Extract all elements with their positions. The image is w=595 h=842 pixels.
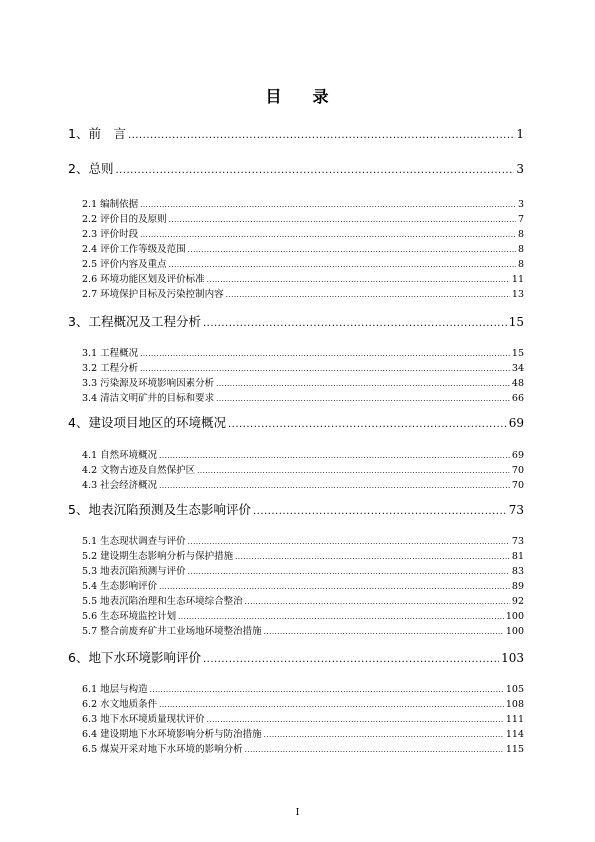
toc-entry-page: 105: [505, 684, 524, 695]
toc-leader-dots: [159, 452, 510, 460]
toc-entry-label: 4.2 文物古迹及自然保护区: [82, 465, 196, 476]
toc-entry-page: 66: [511, 393, 524, 404]
toc-section-entry[interactable]: [82, 477, 524, 491]
toc-leader-dots: [203, 654, 499, 665]
toc-section-entry[interactable]: [82, 271, 524, 285]
toc-entry-page: 48: [511, 378, 524, 389]
toc-section-entry[interactable]: [82, 345, 524, 359]
toc-leader-dots: [188, 538, 510, 546]
toc-leader-dots: [159, 701, 504, 709]
toc-entry-page: 103: [501, 651, 524, 665]
toc-leader-dots: [245, 746, 504, 754]
title-part-1: 目: [265, 87, 283, 106]
toc-entry-page: 73: [511, 536, 524, 547]
toc-leader-dots: [245, 598, 510, 606]
toc-section-entry[interactable]: [82, 726, 524, 740]
toc-entry-page: 81: [511, 551, 524, 562]
toc-entry-label: 2.1 编制依据: [82, 199, 139, 210]
toc-entry-label: 5.1 生态现状调查与评价: [82, 536, 186, 547]
toc-chapter-entry[interactable]: [68, 312, 524, 330]
toc-chapter-entry[interactable]: [68, 413, 524, 431]
toc-entry-page: 7: [517, 214, 524, 225]
toc-entry-label: 5.2 建设期生态影响分析与保护措施: [82, 551, 234, 562]
toc-entry-label: 2.7 环境保护目标及污染控制内容: [82, 289, 224, 300]
toc-entry-label: 5.3 地表沉陷预测与评价: [82, 566, 186, 577]
toc-leader-dots: [264, 628, 504, 636]
toc-leader-dots: [188, 246, 516, 254]
toc-entry-page: 8: [517, 259, 524, 270]
toc-entry-label: 2.3 评价时段: [82, 229, 139, 240]
toc-leader-dots: [226, 291, 510, 299]
toc-entry-page: 70: [511, 480, 524, 491]
toc-section-entry[interactable]: [82, 548, 524, 562]
toc-leader-dots: [140, 201, 516, 209]
toc-entry-page: 108: [505, 699, 524, 710]
toc-entry-page: 15: [508, 315, 524, 329]
toc-leader-dots: [128, 130, 514, 141]
toc-section-entry[interactable]: [82, 375, 524, 389]
toc-entry-page: 11: [511, 274, 524, 285]
toc-section-entry[interactable]: [82, 196, 524, 210]
toc-leader-dots: [235, 553, 510, 561]
toc-leader-dots: [140, 365, 510, 373]
toc-section-entry[interactable]: [82, 286, 524, 300]
toc-leader-dots: [178, 613, 504, 621]
toc-section-entry[interactable]: [82, 226, 524, 240]
toc-leader-dots: [140, 350, 510, 358]
toc-entry-label: 3.3 污染源及环境影响因素分析: [82, 378, 215, 389]
toc-section-entry[interactable]: [82, 696, 524, 710]
toc-entry-label: 6、地下水环境影响评价: [68, 650, 201, 665]
toc-entry-page: 69: [508, 416, 524, 430]
toc-section-entry[interactable]: [82, 533, 524, 547]
toc-section-entry[interactable]: [82, 593, 524, 607]
toc-leader-dots: [140, 231, 516, 239]
toc-section-entry[interactable]: [82, 608, 524, 622]
toc-entry-page: 3: [516, 162, 524, 176]
toc-leader-dots: [169, 261, 516, 269]
toc-entry-label: 3.4 清洁文明矿井的目标和要求: [82, 393, 215, 404]
toc-section-entry[interactable]: [82, 711, 524, 725]
toc-entry-label: 6.3 地下水环境质量现状评价: [82, 714, 205, 725]
toc-entry-page: 15: [511, 348, 524, 359]
toc-chapter-entry[interactable]: [68, 124, 524, 142]
toc-section-entry[interactable]: [82, 241, 524, 255]
toc-leader-dots: [150, 686, 504, 694]
toc-section-entry[interactable]: [82, 390, 524, 404]
toc-entry-label: 5.5 地表沉陷治理和生态环境综合整治: [82, 596, 243, 607]
toc-entry-label: 5、地表沉陷预测及生态影响评价: [68, 502, 251, 517]
toc-entry-label: 2、总则: [68, 161, 114, 176]
toc-leader-dots: [203, 318, 507, 329]
toc-leader-dots: [216, 395, 510, 403]
toc-entry-label: 2.6 环境功能区划及评价标准: [82, 274, 205, 285]
toc-section-entry[interactable]: [82, 211, 524, 225]
toc-entry-page: 8: [517, 229, 524, 240]
toc-entry-label: 5.6 生态环境监控计划: [82, 611, 177, 622]
toc-entry-label: 1、前 言: [68, 126, 126, 141]
toc-entry-label: 3、工程概况及工程分析: [68, 314, 201, 329]
toc-leader-dots: [197, 467, 510, 475]
toc-entry-label: 6.4 建设期地下水环境影响分析与防治措施: [82, 729, 262, 740]
title-part-2: 录: [312, 87, 330, 106]
toc-entry-page: 1: [516, 127, 524, 141]
toc-entry-page: 111: [505, 714, 524, 725]
toc-leader-dots: [228, 419, 507, 430]
toc-chapter-entry[interactable]: [68, 159, 524, 177]
toc-entry-page: 100: [505, 626, 524, 637]
toc-section-entry[interactable]: [82, 578, 524, 592]
toc-entry-page: 89: [511, 581, 524, 592]
toc-entry-label: 4.3 社会经济概况: [82, 480, 158, 491]
toc-leader-dots: [207, 716, 504, 724]
toc-entry-page: 114: [505, 729, 524, 740]
toc-leader-dots: [169, 216, 516, 224]
toc-entry-label: 4、建设项目地区的环境概况: [68, 415, 226, 430]
toc-entry-page: 92: [511, 596, 524, 607]
toc-entry-label: 2.5 评价内容及重点: [82, 259, 167, 270]
page-number-footer: I: [295, 808, 300, 818]
toc-entry-label: 2.4 评价工作等级及范围: [82, 244, 186, 255]
toc-entry-page: 8: [517, 244, 524, 255]
toc-entry-label: 5.4 生态影响评价: [82, 581, 158, 592]
toc-entry-label: 3.1 工程概况: [82, 348, 139, 359]
toc-entry-page: 69: [511, 450, 524, 461]
toc-entry-page: 100: [505, 611, 524, 622]
toc-section-entry[interactable]: [82, 256, 524, 270]
toc-leader-dots: [159, 583, 510, 591]
toc-entry-page: 34: [511, 363, 524, 374]
toc-entry-page: 13: [511, 289, 524, 300]
toc-entry-label: 6.1 地层与构造: [82, 684, 148, 695]
toc-entry-page: 3: [517, 199, 524, 210]
toc-leader-dots: [188, 568, 510, 576]
toc-section-entry[interactable]: [82, 741, 524, 755]
toc-leader-dots: [207, 276, 510, 284]
toc-entry-label: 4.1 自然环境概况: [82, 450, 158, 461]
toc-section-entry[interactable]: [82, 563, 524, 577]
toc-entry-label: 6.5 煤炭开采对地下水环境的影响分析: [82, 744, 243, 755]
toc-chapter-entry[interactable]: [68, 648, 524, 666]
toc-entry-label: 6.2 水文地质条件: [82, 699, 158, 710]
toc-chapter-entry[interactable]: [68, 500, 524, 518]
toc-leader-dots: [253, 506, 507, 517]
toc-entry-label: 3.2 工程分析: [82, 363, 139, 374]
toc-entry-page: 73: [508, 503, 524, 517]
toc-leader-dots: [159, 482, 510, 490]
toc-entry-page: 115: [505, 744, 524, 755]
toc-entry-label: 2.2 评价目的及原则: [82, 214, 167, 225]
toc-leader-dots: [264, 731, 504, 739]
toc-entry-label: 5.7 整合前废弃矿井工业场地环境整治措施: [82, 626, 262, 637]
toc-section-entry[interactable]: [82, 681, 524, 695]
toc-section-entry[interactable]: [82, 360, 524, 374]
toc-section-entry[interactable]: [82, 623, 524, 637]
toc-entry-page: 83: [511, 566, 524, 577]
toc-section-entry[interactable]: [82, 447, 524, 461]
toc-section-entry[interactable]: [82, 462, 524, 476]
toc-leader-dots: [115, 165, 514, 176]
toc-entry-page: 70: [511, 465, 524, 476]
toc-leader-dots: [216, 380, 510, 388]
